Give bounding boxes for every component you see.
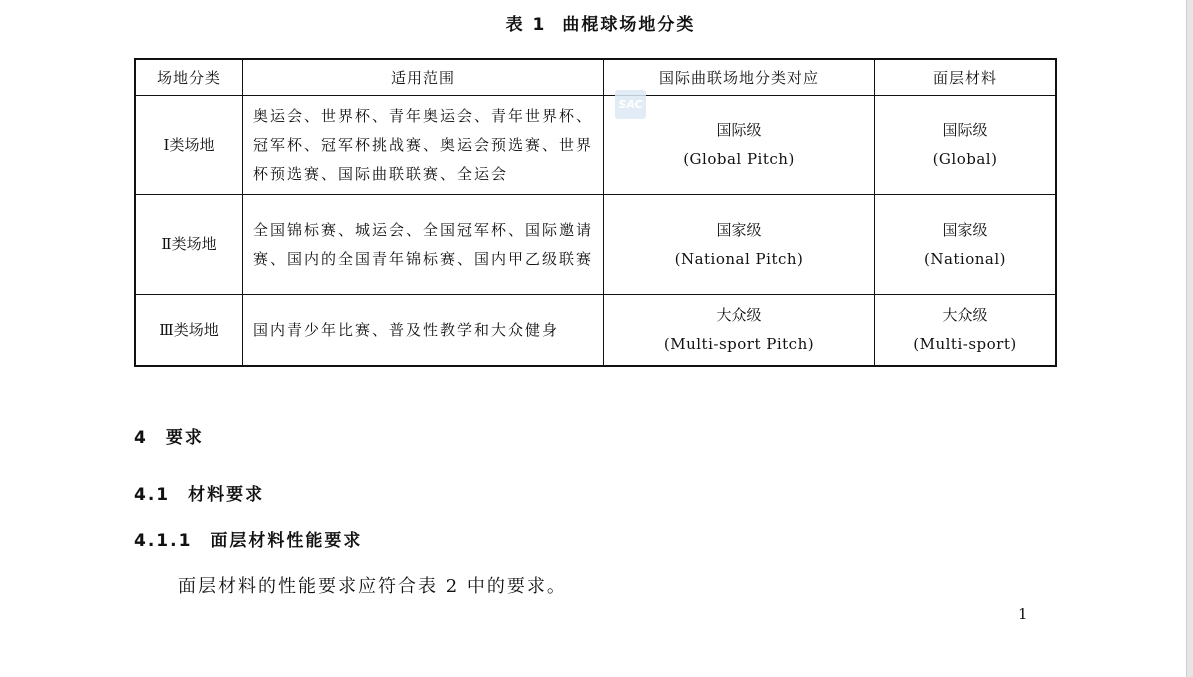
fih-class-en: (Global Pitch) (683, 150, 795, 168)
cell-surface-material (875, 96, 1057, 195)
sac-watermark-logo: SAC (615, 90, 646, 119)
cell-category: Ⅱ类场地 (135, 195, 243, 295)
section-number: 4.1 (134, 485, 171, 505)
table-row (135, 295, 1056, 367)
surface-class-en: (Global) (932, 150, 998, 168)
surface-class-en: (National) (923, 249, 1007, 268)
cell-surface-material (875, 195, 1057, 295)
cell-scope: 国内青少年比赛、普及性教学和大众健身 (243, 295, 604, 367)
header-category: 场地分类 (135, 59, 243, 96)
table-row (135, 195, 1056, 295)
cell-fih-classification (604, 295, 875, 367)
cell-fih-classification (604, 195, 875, 295)
table-caption-title: 曲棍球场地分类 (562, 15, 696, 35)
section-title: 要求 (165, 428, 204, 448)
fih-class-cn: 国家级 (716, 220, 762, 239)
fih-class-cn: 大众级 (716, 306, 762, 324)
fih-class-cn: 国际级 (716, 121, 762, 139)
surface-class-cn: 国家级 (942, 220, 988, 239)
table-caption-number: 表 1 (505, 15, 547, 35)
cell-category: Ⅲ类场地 (135, 295, 243, 367)
surface-class-cn: 大众级 (942, 306, 988, 324)
section-number: 4.1.1 (134, 531, 193, 551)
pitch-classification-table (134, 58, 1057, 367)
page-number: 1 (1018, 605, 1028, 623)
fih-class-en: (Multi-sport Pitch) (663, 335, 815, 353)
cell-scope: 全国锦标赛、城运会、全国冠军杯、国际邀请赛、国内的全国青年锦标赛、国内甲乙级联赛 (243, 195, 604, 295)
header-fih-classification: 国际曲联场地分类对应 (604, 59, 875, 96)
cell-category: Ⅰ类场地 (135, 96, 243, 195)
table-row (135, 96, 1056, 195)
section-heading-4 (134, 423, 204, 448)
cell-surface-material (875, 295, 1057, 367)
cell-scope: 奥运会、世界杯、青年奥运会、青年世界杯、冠军杯、冠军杯挑战赛、奥运会预选赛、世界杯预选赛、国际曲联联赛、全运会 (243, 96, 604, 195)
header-scope: 适用范围 (243, 59, 604, 96)
surface-class-en: (Multi-sport) (913, 335, 1017, 353)
surface-class-cn: 国际级 (942, 121, 988, 139)
section-number: 4 (134, 428, 148, 448)
section-title: 面层材料性能要求 (210, 531, 363, 551)
body-paragraph: 面层材料的性能要求应符合表 2 中的要求。 (178, 576, 567, 597)
table-caption (0, 10, 1193, 35)
section-heading-4-1-1 (134, 526, 362, 551)
section-title: 材料要求 (188, 485, 265, 505)
fih-class-en: (National Pitch) (674, 249, 804, 268)
header-surface-material: 面层材料 (875, 59, 1057, 96)
table-header-row (135, 59, 1056, 96)
section-heading-4-1 (134, 480, 264, 505)
page-edge-scrollbar (1186, 0, 1193, 677)
